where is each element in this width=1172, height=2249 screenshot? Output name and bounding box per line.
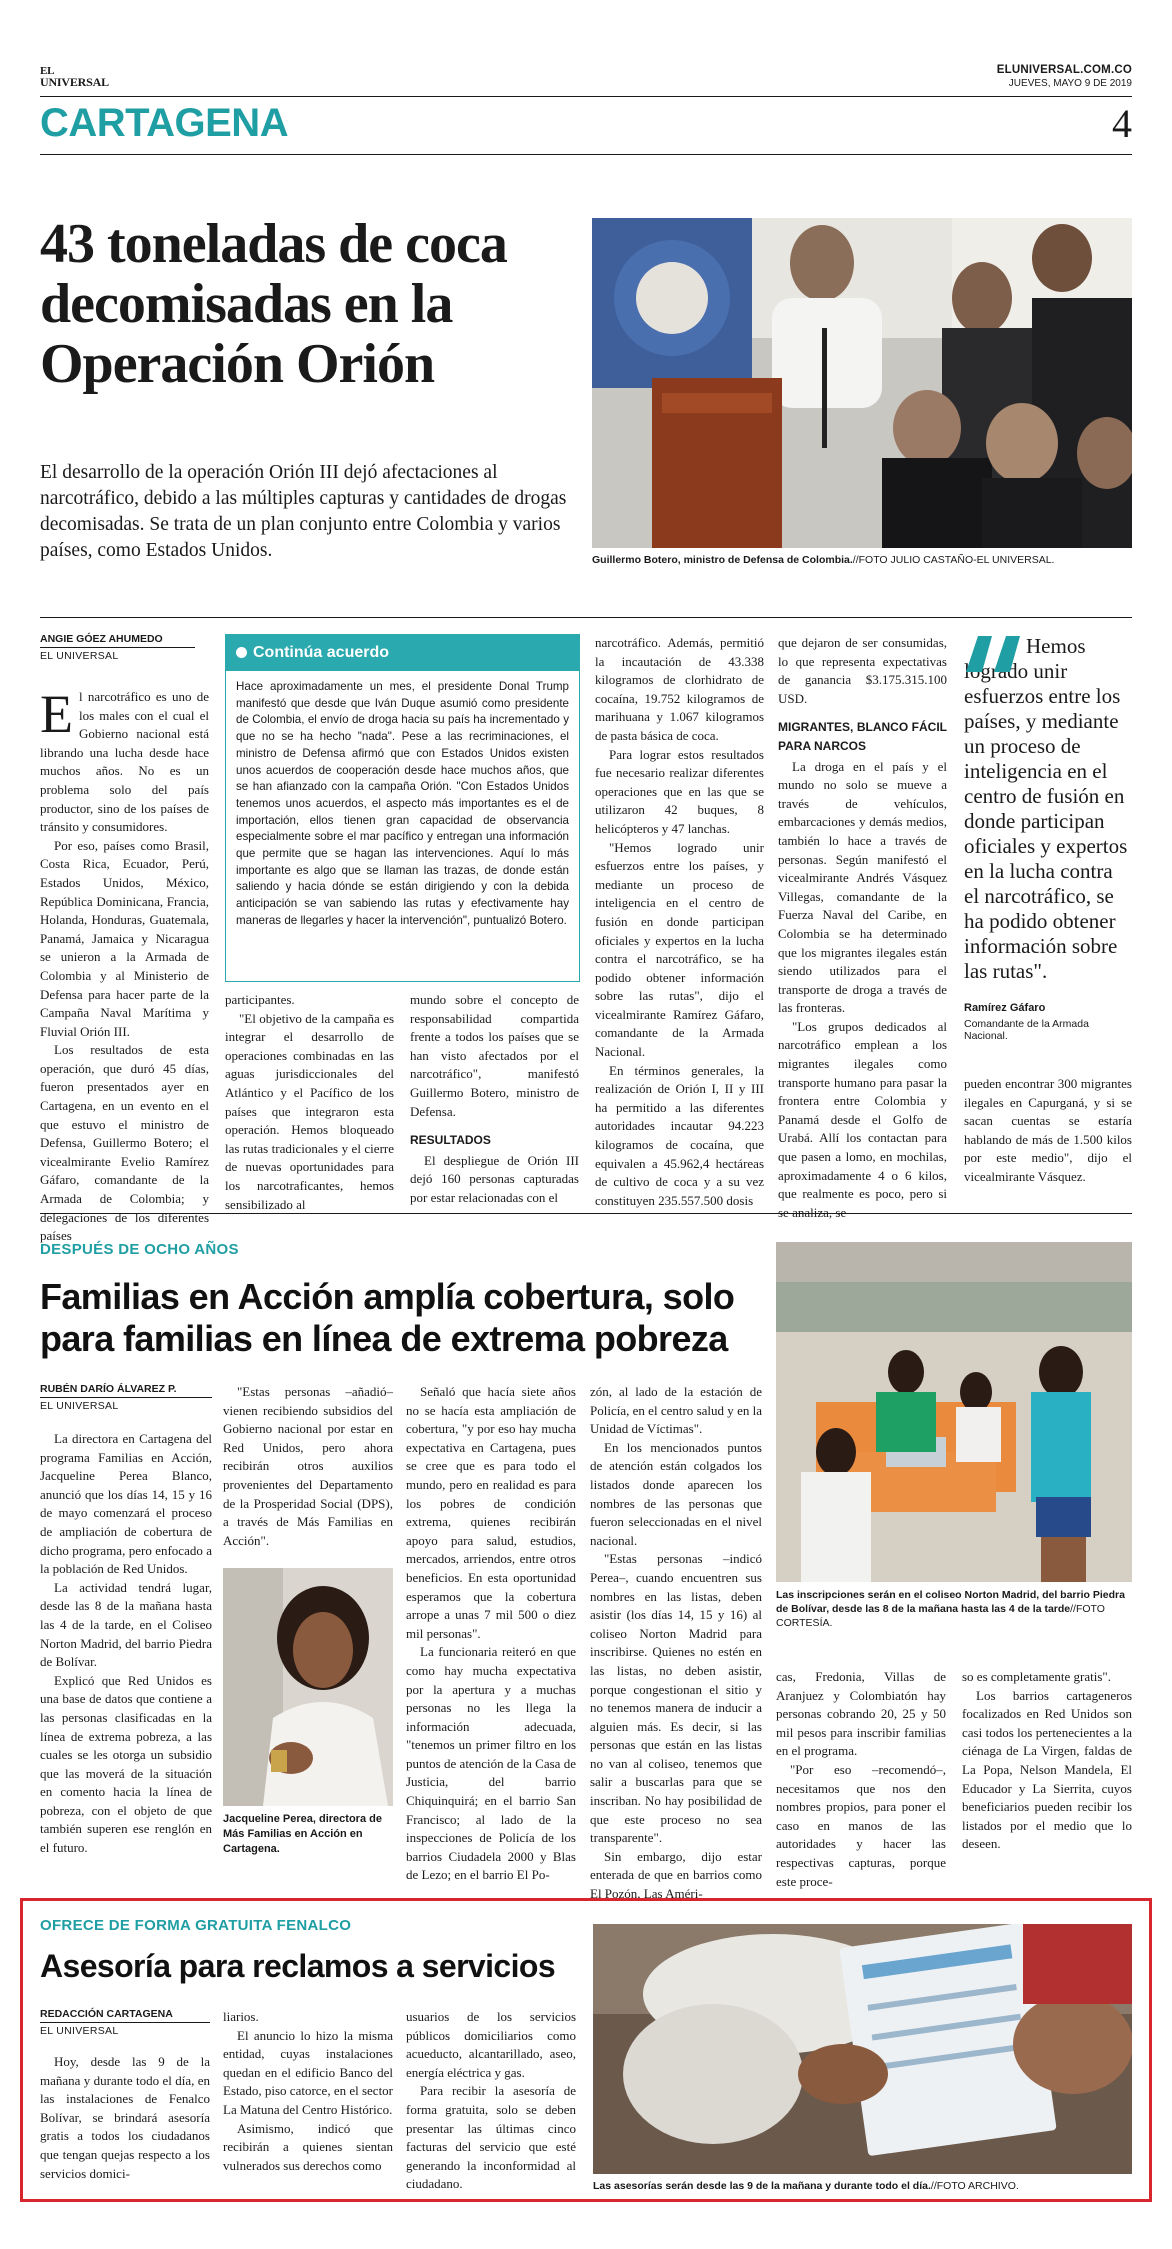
paragraph: La actividad tendrá lugar, desde las 8 de la mañana hasta las 4 de la tarde, en el Coliseo Norton Madrid, del barrio Piedra de Bolívar. — [40, 1579, 212, 1670]
paragraph: participantes. — [225, 992, 295, 1007]
paragraph: usuarios de los servicios públicos domiciliarios como acueducto, alcantarillado, aseo, energía eléctrica y gas. — [406, 2009, 576, 2080]
story1-end-rule — [40, 1213, 1132, 1214]
paragraph: Los barrios cartageneros focalizados en Red Unidos son casi todos los pertenecientes a la ciénaga de La Virgen, faldas de La Popa, Nelson Mandela, El Educador y La Sierrita, cuyos beneficiarios pueden recibir los listados por el medio que lo deseen. — [962, 1687, 1132, 1852]
paragraph: Para lograr estos resultados fue necesario realizar diferentes operaciones que en las que se utilizaron 42 buques, 8 helicópteros y 47 lanchas. — [595, 746, 764, 836]
story1-col2 — [225, 991, 394, 1214]
portrait-caption: Jacqueline Perea, directora de Más Familias en Acción en Cartagena. — [223, 1813, 382, 1855]
paragraph: l narcotráfico es uno de los males con el cual el Gobierno nacional está librando una lucha desde hace muchos años. No es un problema solo del país productor, sino de los países de tránsito y consumidores. — [40, 689, 209, 835]
sidebar-box-text: Hace aproximadamente un mes, el presidente Donal Trump manifestó que desde que Iván Duque asumió como presidente de Colombia, el envío de droga hacia su país ha incrementado y que no se ha hecho "nada". Pese a las recriminaciones, el ministro de Defensa afirmó que con Estados Unidos existen unos acuerdos de cooperación desde hace muchos años, que se han afianzado con la campaña Orión. "Con Estados Unidos tenemos unos acuerdos, el aspecto más importantes es el de importación, ellos tienen gran capacidad de observancia especialmente sobre el mar pacífico y entregan una información que permite que se hagan las intervenciones. Aquí lo más importante es algo que se llaman las trazas, de donde están saliendo y hacia dónde se están dirigiendo y con la debida anticipación se van sabiendo las rutas y efectivamente hay maneras de llegarles y hacer la intervención", puntualizó Botero. — [236, 680, 569, 927]
story1-headline: 43 toneladas de coca decomisadas en la Operación Orión — [40, 213, 507, 395]
story2-kicker: DESPUÉS DE OCHO AÑOS — [40, 1241, 239, 1258]
paragraph: La funcionaria reiteró en que como hay mucha expectativa por la apertura y a muchas personas no les llega la información adecuada, "tenemos un primer filtro en los puntos de atención de la Casa de Justicia, del barrio Chiquinquirá; en el barrio San Francisco; al lado de la inspecciones de Policía de los barrios Ciudadela 2000 y Blas de Lezo; en el barrio El Po- — [406, 1644, 576, 1883]
minister-at-podium-image — [592, 218, 1132, 548]
quote-mark-icon — [964, 634, 1024, 674]
paragraph: cas, Fredonia, Villas de Aranjuez y Colombiatón hay personas cobrando 20, 25 y 50 mil pesos para inscribir familias en el programa. — [776, 1669, 946, 1759]
story1-divider — [40, 617, 1132, 618]
caption-text: Guillermo Botero, ministro de Defensa de Colombia. — [592, 554, 853, 566]
story3-col2 — [223, 2008, 393, 2175]
sidebar-box-title: Continúa acuerdo — [253, 644, 390, 661]
paragraph: Por eso, países como Brasil, Costa Rica, Ecuador, Perú, Estados Unidos, México, República Dominicana, Francia, Holanda, Honduras, Guatemala, Panamá, Jamaica y Nicaragua se unieron a la Armada de Colombia y al Ministerio de Defensa para hacer parte de la Campaña Naval Marítima y Fluvial Orión III. — [40, 837, 209, 1039]
paragraph: La directora en Cartagena del programa Familias en Acción, Jacqueline Perea Blanco, anunció que los días 14, 15 y 16 de mayo comenzará el proceso de ampliación de cobertura de dicho programa, pero enfocado a la población de Red Unidos. — [40, 1431, 212, 1577]
photo-credit: //FOTO JULIO CASTAÑO-EL UNIVERSAL. — [852, 554, 1055, 566]
site-url: ELUNIVERSAL.COM.CO — [996, 64, 1132, 76]
story3-byline — [40, 2008, 210, 2037]
byline-org: EL UNIVERSAL — [40, 1400, 119, 1412]
paragraph: "Estas personas –añadió– vienen recibiendo subsidios del Gobierno nacional por estar en Red Unidos, pero ahora recibirán otros auxilios provenientes del Departamento de la Prosperidad Social (DPS), a través de Más Familias en Acción". — [223, 1384, 393, 1548]
paragraph: "Por eso –recomendó–, necesitamos que nos den nombres propios, para poner el caso en manos de las autoridades y hacer las respectivas capturas, porque este proce- — [776, 1761, 946, 1889]
story1-col5 — [778, 634, 947, 1222]
story1-col4 — [595, 634, 764, 1210]
story1-photo-caption — [592, 553, 1132, 567]
byline-name: RUBÉN DARÍO ÁLVAREZ P. — [40, 1383, 212, 1398]
section-title: CARTAGENA — [40, 101, 289, 145]
story3-kicker: OFRECE DE FORMA GRATUITA FENALCO — [40, 1917, 352, 1934]
jacqueline-perea-image — [223, 1568, 393, 1806]
paragraph: La droga en el país y el mundo no solo se mueve a través de vehículos, embarcaciones y demás medios, también lo hace a través de personas. Según manifestó el vicealmirante Andrés Vásquez Villegas, comandante de la Fuerza Naval del Caribe, en Colombia se ha determinado que los migrantes ilegales están siendo utilizados para el transporte de droga a través de las fronteras. — [778, 758, 947, 1016]
story3-col1 — [40, 2053, 210, 2183]
story2-col6 — [962, 1668, 1132, 1854]
story3-photo — [593, 1924, 1132, 2174]
headline-line: para familias en línea de extrema pobreza — [40, 1318, 728, 1359]
quote-author: Ramírez Gáfaro — [964, 1002, 1046, 1014]
issue-date: JUEVES, MAYO 9 DE 2019 — [1008, 78, 1132, 89]
paragraph: mundo sobre el concepto de responsabilidad compartida frente a todos los países que se han visto afectados por el narcotráfico", manifestó Guillermo Botero, ministro de Defensa. — [410, 992, 579, 1119]
paragraph: Los resultados de esta operación, que duró 45 días, fueron presentados ayer en Cartagena, en un evento en el que estuvo el ministro de Defensa, Guillermo Botero; el vicealmirante Evelio Ramírez Gáfaro, comandante de la Armada de Colombia; y delegaciones de los diferentes países — [40, 1042, 209, 1244]
story1-photo — [592, 218, 1132, 548]
story2-photo-caption — [776, 1588, 1132, 1630]
portrait-photo — [223, 1568, 393, 1806]
story2-col3 — [406, 1383, 576, 1885]
sidebar-box — [225, 634, 580, 982]
pull-quote-text: Hemos logrado unir esfuerzos entre los países, y mediante un proceso de inteligencia en el centro de fusión en donde participan oficiales y expertos en la lucha contra el narcotráfico, se ha podido obtener información sobre las rutas". — [964, 634, 1128, 983]
paragraph: "El objetivo de la campaña es integrar el desarrollo de operaciones combinadas en las aguas jurisdiccionales del Atlántico y el Pacífico de los países que integraron esta operación. Hemos bloqueado las rutas tradicionales y el cierre de nuevas oportunidades para los narcotraficantes, hemos sensibilizado al — [225, 1010, 394, 1212]
caption-text: Las asesorías serán desde las 9 de la mañana y durante todo el día. — [593, 2180, 931, 2192]
story2-col1 — [40, 1430, 212, 1858]
paragraph: pueden encontrar 300 migrantes ilegales en Capurganá, y si se sacan cuentas se estaría hablando de más de 1.500 kilos por este medio", dijo el vicealmirante Vásquez. — [964, 1076, 1132, 1184]
story1-deck: El desarrollo de la operación Orión III dejó afectaciones al narcotráfico, debido a las múltiples capturas y cantidades de drogas decomisadas. Se trata de un plan conjunto entre Colombia y varios países, como Estados Unidos. — [40, 462, 567, 561]
paragraph: "Hemos logrado unir esfuerzos entre los países, y mediante un proceso de inteligencia en el centro de fusión en donde participan oficiales y expertos en la lucha contra el narcotráfico, se ha podido obtener información sobre las rutas", dijo el vicealmirante Ramírez Gáfaro, comandante de la Armada Nacional. — [595, 839, 764, 1060]
story1-col3 — [410, 991, 579, 1208]
bullet-icon — [236, 647, 247, 658]
quote-role: Comandante de la Armada Nacional. — [964, 1018, 1089, 1042]
story3-photo-caption — [593, 2179, 1132, 2193]
byline-name: ANGIE GÓEZ AHUMEDO — [40, 633, 195, 648]
paragraph: Sin embargo, dijo estar enterada de que en barrios como El Pozón, Las Améri- — [590, 1848, 762, 1902]
paragraph: "Los grupos dedicados al narcotráfico emplean a los migrantes ilegales como transporte humano para pasar la frontera entre Colombia y Panamá desde el Golfo de Urabá. Allí los contactan para que pasen a lomo, en mochilas, aproximadamente 4 o 6 kilos, que realmente es poco, pero si se analiza, se — [778, 1018, 947, 1220]
story2-byline — [40, 1383, 212, 1412]
photo-credit: //FOTO ARCHIVO. — [930, 2180, 1019, 2192]
hands-holding-bills-image — [593, 1924, 1132, 2174]
pull-quote — [964, 634, 1132, 1042]
paragraph: liarios. — [223, 2009, 259, 2024]
story2-col5 — [776, 1668, 946, 1891]
paragraph: zón, al lado de la estación de Policía, en el centro salud y en la Unidad de Víctimas". — [590, 1384, 762, 1437]
paragraph: narcotráfico. Además, permitió la incautación de 43.338 kilogramos de clorhidrato de cocaína, 19.752 kilogramos de marihuana y 1.067 kilogramos de pasta básica de coca. — [595, 635, 764, 743]
masthead-rule — [40, 96, 1132, 97]
story2-photo — [776, 1242, 1132, 1582]
caption-text: Las inscripciones serán en el coliseo Norton Madrid, del barrio Piedra de Bolívar, desde las 8 de la mañana hasta las 4 de la tarde — [776, 1589, 1125, 1615]
masthead — [40, 64, 1132, 94]
paragraph: En términos generales, la realización de Orión I, II y III ha permitido a las diferentes autoridades incautar 94.223 kilogramos de cocaína, que equivalen a 45.962,4 hectáreas de cultivo de coca y a su vez constituyen 235.557.500 dosis — [595, 1062, 764, 1208]
paragraph: En los mencionados puntos de atención están colgados los listados donde aparecen los nombres de las personas que fueron seleccionadas en el nivel nacional. — [590, 1439, 762, 1548]
paragraph: Explicó que Red Unidos es una base de datos que contiene a las personas clasificadas en la línea de extrema pobreza, a las cuales se les otorga un subsidio que las moverá de la situación en comento hacia la línea de pobreza, con el objeto de que también superen ese renglón en el futuro. — [40, 1672, 212, 1856]
story1-byline — [40, 633, 195, 662]
logo-line1: EL — [40, 65, 55, 77]
paragraph: Para recibir la asesoría de forma gratuita, solo se deben presentar las últimas cinco facturas del servicio que esté generando la inconformidad al ciudadano. — [406, 2083, 576, 2192]
story3-col3 — [406, 2008, 576, 2194]
paragraph: Hoy, desde las 9 de la mañana y durante todo el día, en las instalaciones de Fenalco Bolívar, se brindará asesoría gratis a todos los ciudadanos que tengan quejas respecto a los servicios domici- — [40, 2054, 210, 2181]
registration-event-image — [776, 1242, 1132, 1582]
page-number: 4 — [1112, 101, 1132, 146]
dropcap: E — [40, 684, 73, 744]
paragraph: El despliegue de Orión III dejó 160 personas capturadas por estar relacionadas con el — [410, 1152, 579, 1205]
story1-col1 — [40, 684, 209, 1246]
sidebar-box-header — [226, 635, 579, 671]
story2-col4 — [590, 1383, 762, 1904]
byline-org: EL UNIVERSAL — [40, 650, 119, 662]
byline-name: REDACCIÓN CARTAGENA — [40, 2008, 210, 2023]
story1-col6 — [964, 1075, 1132, 1187]
logo — [40, 66, 109, 88]
story2-headline — [40, 1276, 780, 1360]
subheading: MIGRANTES, BLANCO FÁCIL PARA NARCOS — [778, 720, 947, 753]
story3-headline: Asesoría para reclamos a servicios — [40, 1948, 556, 1984]
paragraph: Señaló que hacía siete años no se hacía esta ampliación de cobertura, "y por eso hay mucha expectativa en Cartagena, pues se cree que es para todo el mundo, pero en realidad es para los pobres de condición extrema, quienes recibirán apoyo para salud, estudios, mercados, arriendos, entre otros beneficios. En esta oportunidad esperamos que la cobertura arrope a unas 7 mil 500 o diez mil personas". — [406, 1384, 576, 1641]
photo-credit: //FOTO CORTESÍA. — [776, 1603, 1105, 1629]
paragraph: que dejaron de ser consumidas, lo que representa expectativas de ganancia $3.175.315.100 USD. — [778, 635, 947, 706]
paragraph: "Estas personas –indicó Perea–, cuando encuentren sus nombres en las listas, deben asistir (los días 14, 15 y 16) al coliseo Norton Madrid para inscribirse. Quienes no estén en las listas, no deben asistir, porque congestionan el sitio y no tenemos manera de inducir a alguien más. Es decir, si las personas que están en las listas no van al coliseo, tenemos que salir a buscarlas para que se inscriban. No hay posibilidad de que este proceso no sea transparente". — [590, 1551, 762, 1846]
logo-line2: UNIVERSAL — [40, 75, 109, 89]
byline-org: EL UNIVERSAL — [40, 2025, 119, 2037]
paragraph: so es completamente gratis". — [962, 1669, 1111, 1684]
paragraph: Asimismo, indicó que recibirán a quienes sientan vulnerados sus derechos como — [223, 2120, 393, 2173]
story2-col2 — [223, 1383, 393, 1550]
section-rule — [40, 154, 1132, 155]
headline-line: Familias en Acción amplía cobertura, solo — [40, 1276, 735, 1317]
subheading: RESULTADOS — [410, 1133, 491, 1148]
paragraph: El anuncio lo hizo la misma entidad, cuyas instalaciones quedan en el edificio Banco del Estado, piso catorce, en el sector La Matuna del Centro Histórico. — [223, 2027, 394, 2117]
